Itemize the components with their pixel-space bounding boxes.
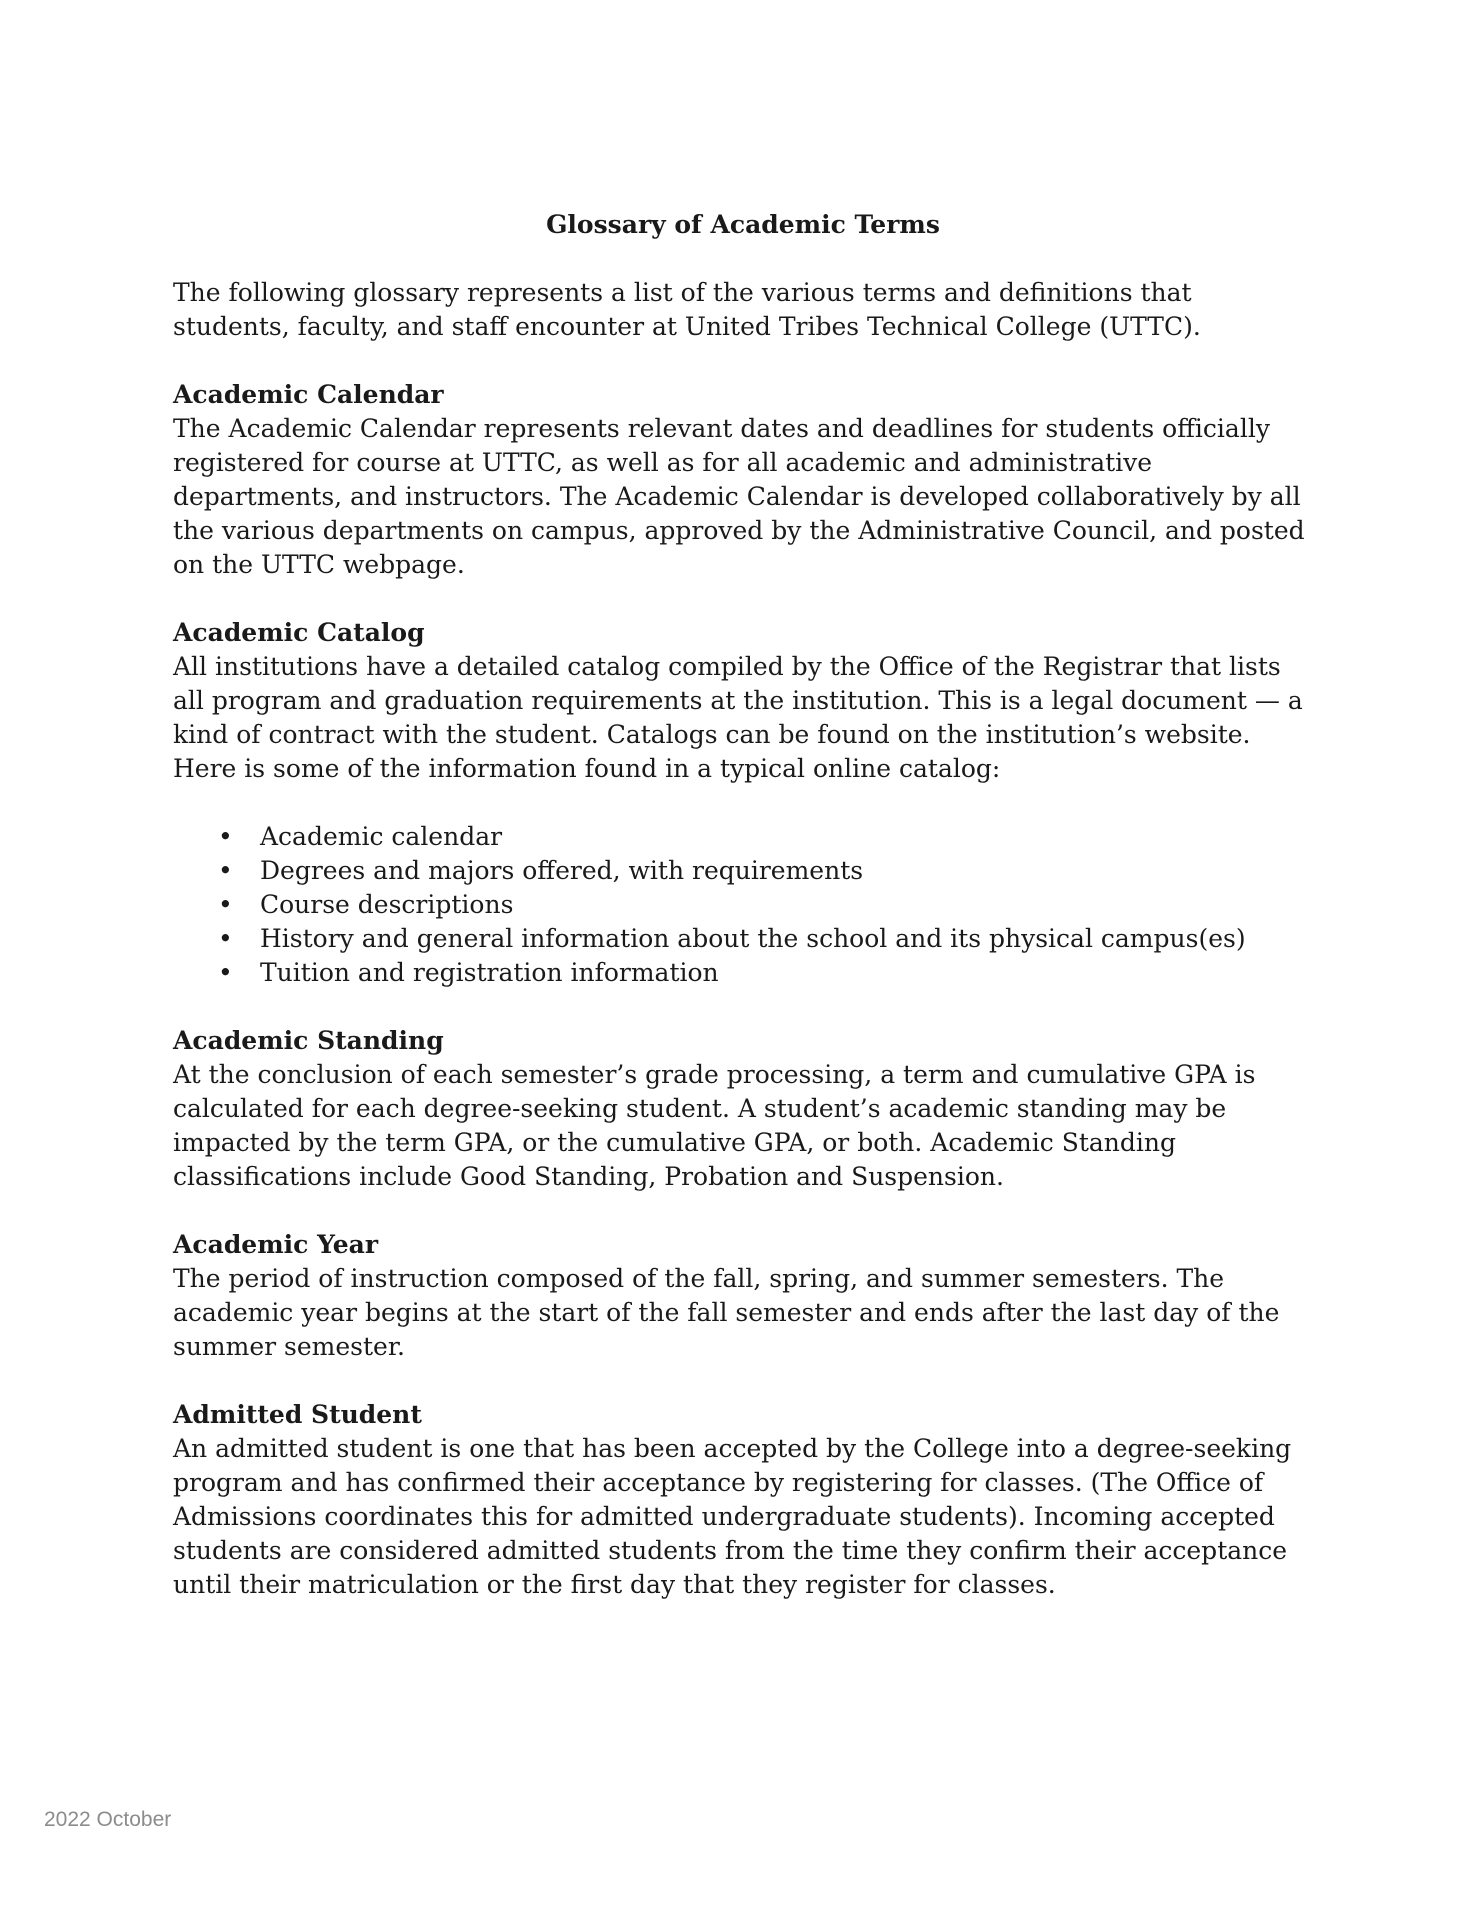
list-item-text: Degrees and majors offered, with requirements [260,856,864,885]
list-item [173,922,1313,956]
footer-date: 2022 October [44,1808,172,1831]
list-item-text: Tuition and registration information [260,958,719,987]
term-definition: An admitted student is one that has been accepted by the College into a degree-seeking program and has confirmed their acceptance by registering for classes. (The Office of Admissions coordinates this for admitted undergraduate students). Incoming accepted students are considered admitted students from the time they confirm their acceptance until their matriculation or the first day that they register for classes. [173,1434,1292,1599]
page-title: Glossary of Academic Terms [546,210,940,239]
list-item-text: Course descriptions [260,890,514,919]
list-item-text: Academic calendar [260,822,503,851]
list-item [173,888,1313,922]
term-heading: Academic Catalog [173,618,425,647]
term-academic-year [173,1228,1313,1364]
term-academic-calendar [173,378,1313,582]
term-definition: At the conclusion of each semester’s grade processing, a term and cumulative GPA is calculated for each degree-seeking student. A student’s academic standing may be impacted by the term GPA, or the cumulative GPA, or both. Academic Standing classifications include Good Standing, Probation and Suspension. [173,1060,1256,1191]
term-academic-catalog [173,616,1313,990]
intro-paragraph: The following glossary represents a list of the various terms and definitions that students, faculty, and staff encounter at United Tribes Technical College (UTTC). [173,278,1201,341]
bullet-icon: • [218,856,233,885]
term-definition: All institutions have a detailed catalog compiled by the Office of the Registrar that lists all program and graduation requirements at the institution. This is a legal document — a kind of contract with the student. Catalogs can be found on the institution’s website. Here is some of the information found in a typical online catalog: [173,652,1303,783]
list-item [173,854,1313,888]
document-page [173,208,1313,1636]
term-definition: The Academic Calendar represents relevant dates and deadlines for students officially registered for course at UTTC, as well as for all academic and administrative departments, and instructors. The Academic Calendar is developed collaboratively by all the various departments on campus, approved by the Administrative Council, and posted on the UTTC webpage. [173,414,1305,579]
list-item [173,820,1313,854]
term-heading: Academic Year [173,1230,379,1259]
catalog-info-list [173,820,1313,990]
list-item [173,956,1313,990]
term-heading: Admitted Student [173,1400,422,1429]
bullet-icon: • [218,890,233,919]
term-heading: Academic Calendar [173,380,444,409]
bullet-icon: • [218,924,233,953]
term-heading: Academic Standing [173,1026,444,1055]
term-definition: The period of instruction composed of the fall, spring, and summer semesters. The academic year begins at the start of the fall semester and ends after the last day of the summer semester. [173,1264,1280,1361]
term-admitted-student [173,1398,1313,1602]
term-academic-standing [173,1024,1313,1194]
bullet-icon: • [218,822,233,851]
list-item-text: History and general information about the school and its physical campus(es) [260,924,1246,953]
bullet-icon: • [218,958,233,987]
